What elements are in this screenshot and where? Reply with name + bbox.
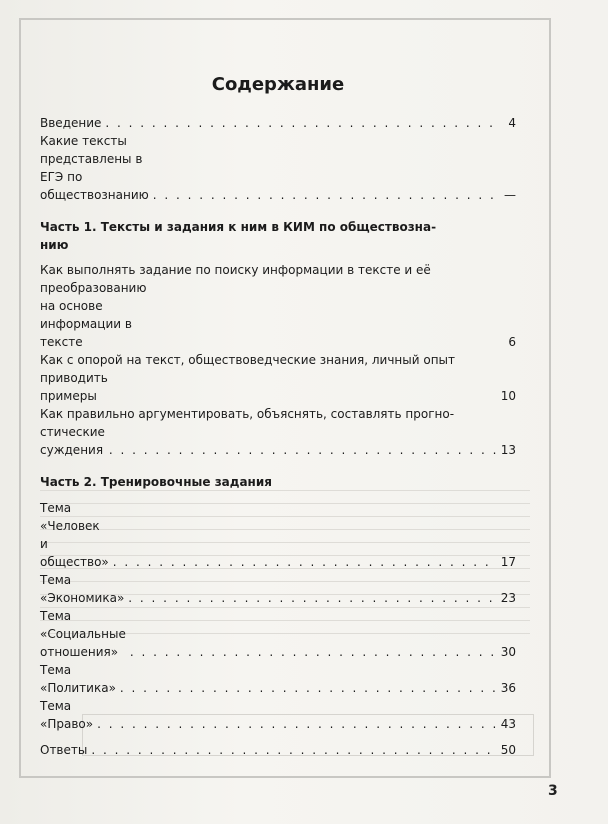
toc-entry-text-line1: Как выполнять задание по поиску информации в тексте и её	[40, 263, 431, 277]
toc-entry-introduction	[40, 114, 516, 132]
toc-entry-page: 17	[500, 555, 516, 569]
dot-leader	[113, 553, 496, 571]
toc-entry-text: Тема «Политика»	[40, 663, 116, 695]
toc-entry-text-line1: Как правильно аргументировать, объяснять, составлять прогно-	[40, 407, 455, 421]
toc-entry-examples	[40, 351, 516, 405]
part1-heading	[40, 218, 516, 254]
toc-entry-page: 30	[500, 645, 516, 659]
toc-entry-page: 43	[500, 717, 516, 731]
toc-entry-text: Какие тексты представлены в ЕГЭ по обществознанию	[40, 134, 149, 202]
toc-entry-text-line1: Как с опорой на текст, обществоведческие знания, личный опыт	[40, 353, 456, 367]
dot-leader	[105, 114, 496, 132]
dot-leader	[120, 679, 496, 697]
toc-entry-page: 50	[500, 743, 516, 757]
toc-entry-text: Тема «Право»	[40, 699, 94, 731]
toc-entry-text-line2: стические суждения	[40, 425, 105, 457]
toc-entry-texts	[40, 132, 516, 204]
toc-entry-theme-politics	[40, 661, 516, 697]
toc-entry-text: Тема «Человек и общество»	[40, 501, 109, 569]
part1-heading-line1: Часть 1. Тексты и задания к ним в КИМ по обществозна-	[40, 220, 437, 234]
dot-leader	[130, 643, 496, 661]
toc-entry-page: 6	[508, 335, 516, 349]
toc-entry-text: Введение	[40, 116, 102, 130]
page-number: 3	[548, 783, 558, 799]
dot-leader	[153, 186, 496, 204]
toc-entry-page: 10	[500, 389, 516, 403]
page-title: Содержание	[211, 74, 345, 95]
part2-heading: Часть 2. Тренировочные задания	[40, 475, 272, 489]
toc-entry-theme-law	[40, 697, 516, 733]
toc-entry-page: —	[504, 188, 516, 202]
toc-entry-page: 36	[500, 681, 516, 695]
dot-leader	[97, 715, 496, 733]
toc-entry-arguments	[40, 405, 516, 459]
dot-leader	[91, 741, 496, 759]
toc-entry-text-line2: приводить примеры	[40, 371, 108, 403]
toc-entry-theme-society	[40, 499, 516, 571]
toc-entry-search-info	[40, 261, 516, 351]
dot-leader	[128, 589, 496, 607]
toc-entry-text: Тема «Социальные отношения»	[40, 609, 126, 659]
toc-entry-text-line2: преобразованию на основе информации в тексте	[40, 281, 147, 349]
toc-entry-theme-social	[40, 607, 516, 661]
part1-heading-line2: нию	[40, 238, 69, 252]
toc-entry-page: 23	[500, 591, 516, 605]
toc-entry-text: Тема «Экономика»	[40, 573, 125, 605]
toc-entry-page: 13	[500, 443, 516, 457]
table-of-contents	[40, 72, 516, 759]
toc-entry-theme-economics	[40, 571, 516, 607]
toc-entry-page: 4	[508, 116, 516, 130]
dot-leader	[109, 441, 496, 459]
toc-entry-answers	[40, 741, 516, 759]
toc-entry-text: Ответы	[40, 743, 88, 757]
